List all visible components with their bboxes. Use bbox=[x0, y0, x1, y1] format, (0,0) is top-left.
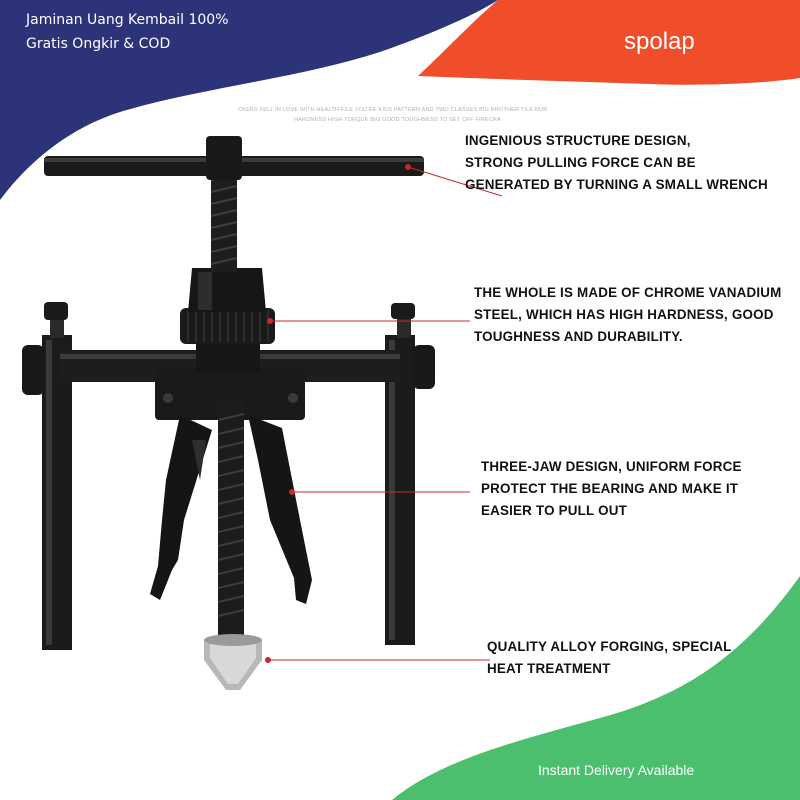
t-handle-head bbox=[206, 136, 242, 180]
brand-name: spolap bbox=[624, 28, 695, 55]
callout-forging bbox=[487, 636, 732, 680]
callout-line: STEEL, WHICH HAS HIGH HARDNESS, GOOD bbox=[474, 307, 774, 322]
right-jaw bbox=[248, 415, 312, 604]
callout-line: STRONG PULLING FORCE CAN BE bbox=[465, 155, 696, 170]
delivery-note: Instant Delivery Available bbox=[538, 762, 695, 778]
header-small-text-1: CKERS FELL IN LOVE WITH HEALTH FILE YOU EE KIDS PATTERN AND TWO CLASSES BIG BROTHER TILE NUR bbox=[238, 107, 548, 113]
callout-material bbox=[474, 282, 782, 348]
callout-line: TOUGHNESS AND DURABILITY. bbox=[474, 329, 683, 344]
callout-line: PROTECT THE BEARING AND MAKE IT bbox=[481, 481, 739, 496]
callout-line: THE WHOLE IS MADE OF CHROME VANADIUM bbox=[474, 285, 782, 300]
callout-line: GENERATED BY TURNING A SMALL WRENCH bbox=[465, 177, 768, 192]
promo-line-shipping: Gratis Ongkir & COD bbox=[26, 36, 171, 52]
callout-three-jaw bbox=[481, 456, 742, 522]
header-small-text-2: HARDNESS HIGH TORQUE BIG GOOD TOUGHNESS TO SET OFF FIRECRA bbox=[294, 117, 502, 123]
callout-line: EASIER TO PULL OUT bbox=[481, 503, 627, 518]
callout-line: INGENIOUS STRUCTURE DESIGN, bbox=[465, 133, 691, 148]
callout-structure-design bbox=[465, 130, 768, 196]
callout-line: HEAT TREATMENT bbox=[487, 661, 611, 676]
callout-line: THREE-JAW DESIGN, UNIFORM FORCE bbox=[481, 459, 742, 474]
callout-line: QUALITY ALLOY FORGING, SPECIAL bbox=[487, 639, 732, 654]
promo-line-guarantee: Jaminan Uang Kembail 100% bbox=[26, 12, 229, 28]
